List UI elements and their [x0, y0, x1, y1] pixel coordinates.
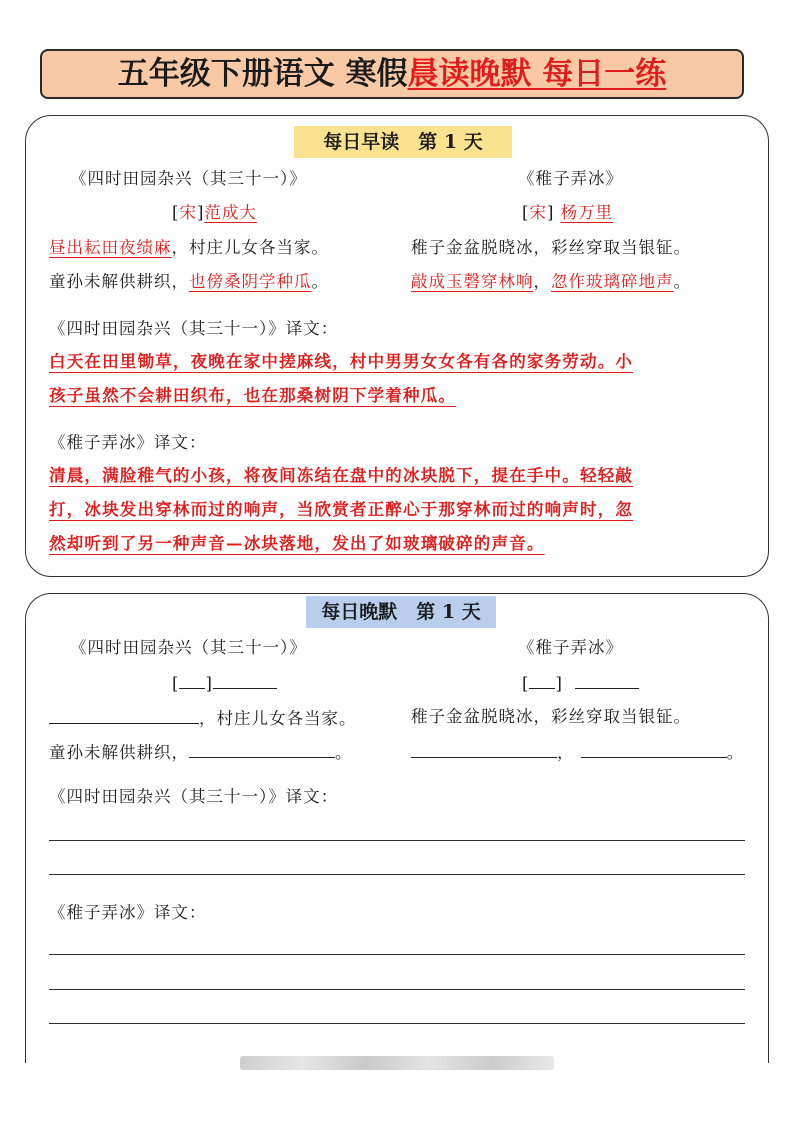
ev-translation1-line1[interactable]	[49, 840, 745, 841]
poem2-line2-answer-a: 敲成玉磬穿林响	[411, 272, 534, 291]
ev-poem2-line1: 稚子金盆脱晓冰，彩丝穿取当银钲。	[411, 707, 691, 726]
translation2-text: 清晨，满脸稚气的小孩，将夜间冻结在盘中的冰块脱下，提在手中。轻轻敲 打，冰块发出穿林而过的响声，当欣赏者正醉心于那穿林而过的响声时，忽 然却听到了另一种声音—冰块落地，发出了如玻璃破碎的声音。	[49, 466, 634, 553]
ev-poem-line1: ，村庄儿女各当家。	[49, 706, 357, 730]
poem1-line1-rest: ，村庄儿女各当家。	[171, 238, 329, 257]
poem1-line1-answer: 昼出耘田夜绩麻	[49, 238, 172, 257]
ev-translation2-line1[interactable]	[49, 954, 745, 955]
poem2-author: 杨万里	[560, 203, 614, 222]
poem1-author-line: [宋]范成大	[172, 203, 257, 222]
poem1-title: 《四时田园杂兴（其三十一）》	[70, 169, 307, 188]
translation1-label: 《四时田园杂兴（其三十一）》译文：	[49, 319, 339, 338]
ev-translation1-label: 《四时田园杂兴（其三十一）》译文：	[49, 787, 339, 806]
ev-translation1-line2[interactable]	[49, 874, 745, 875]
poem-line1	[49, 237, 329, 259]
ev-poem1-line2-blank[interactable]	[189, 740, 335, 758]
ev-poem2-line2-blank-b[interactable]	[581, 740, 727, 758]
ev-poem1-author-line: [ ]	[172, 671, 277, 695]
ev-translation2-line2[interactable]	[49, 989, 745, 990]
ev-poem2-author-line: [ ]	[522, 671, 639, 695]
morning-header: 每日早读 第 1 天	[294, 126, 512, 158]
poem1-line2-start: 童孙未解供耕织，	[49, 272, 189, 291]
poem2-dynasty: 宋	[529, 203, 547, 222]
worksheet-title	[40, 49, 744, 99]
ev-poem1-author-blank[interactable]	[213, 671, 277, 689]
ev-poem2-dynasty-blank[interactable]	[529, 671, 555, 689]
ev-translation2-label: 《稚子弄冰》译文：	[49, 903, 207, 922]
poem2-line1: 稚子金盆脱晓冰，彩丝穿取当银钲。	[411, 238, 691, 257]
poem2-line2-answer-b: 忽作玻璃碎地声	[551, 272, 674, 291]
blurred-watermark	[240, 1056, 554, 1070]
ev-poem2-line2-blank-a[interactable]	[411, 740, 557, 758]
ev-poem1-title: 《四时田园杂兴（其三十一）》	[70, 638, 307, 657]
poem1-line2-answer: 也傍桑阴学种瓜	[189, 272, 312, 291]
poem1-dynasty: 宋	[179, 203, 197, 222]
title-part1: 五年级下册语文 寒假	[117, 56, 408, 92]
poem1-author: 范成大	[204, 203, 257, 222]
ev-poem2-author-blank[interactable]	[575, 671, 639, 689]
poem2-line2: 敲成玉磬穿林响，忽作玻璃碎地声。	[411, 272, 691, 291]
translation2-label: 《稚子弄冰》译文：	[49, 433, 207, 452]
poem2-title: 《稚子弄冰》	[518, 169, 623, 188]
title-part2: 晨读晚默 每日一练	[407, 56, 667, 92]
ev-translation2-line3[interactable]	[49, 1023, 745, 1024]
poem-line2: 童孙未解供耕织，也傍桑阴学种瓜。	[49, 272, 329, 291]
evening-header: 每日晚默 第 1 天	[306, 596, 496, 628]
poem2-author-line: [宋] 杨万里	[522, 203, 614, 222]
translation1-text: 白天在田里锄草，夜晚在家中搓麻线，村中男男女女各有各的家务劳动。小 孩子虽然不会耕田织布，也在那桑树阴下学着种瓜。	[49, 352, 634, 405]
evening-dictation-panel	[25, 593, 769, 1063]
ev-poem2-title: 《稚子弄冰》	[518, 638, 623, 657]
ev-poem2-line2: ， 。	[411, 740, 744, 764]
ev-poem-line2: 童孙未解供耕织， 。	[49, 740, 353, 764]
ev-poem1-line1-blank[interactable]	[49, 706, 199, 724]
ev-poem1-dynasty-blank[interactable]	[179, 671, 205, 689]
